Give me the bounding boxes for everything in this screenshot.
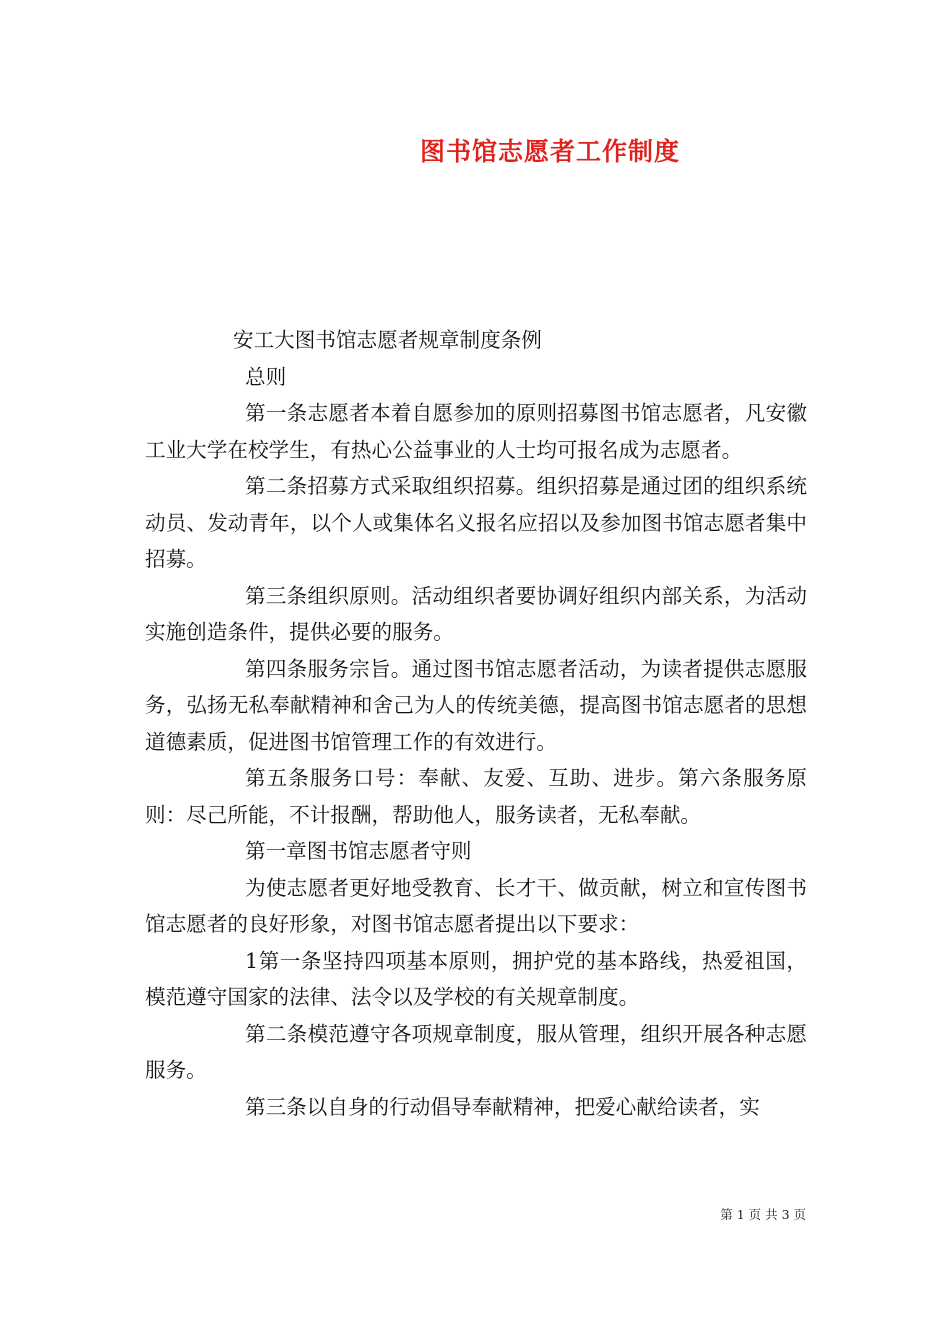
chapter-1-article-1: 1第一条坚持四项基本原则，拥护党的基本路线，热爱祖国，模范遵守国家的法律、法令以及学校的有关规章制度。 bbox=[145, 948, 807, 1009]
paragraph-article-3: 第三条组织原则。活动组织者要协调好组织内部关系，为活动实施创造条件，提供必要的服务。 bbox=[145, 583, 807, 644]
paragraph-article-5-6: 第五条服务口号：奉献、友爱、互助、进步。第六条服务原则：尽己所能，不计报酬，帮助他人，服务读者，无私奉献。 bbox=[145, 766, 807, 827]
paragraph-article-2: 第二条招募方式采取组织招募。组织招募是通过团的组织系统动员、发动青年，以个人或集体名义报名应招以及参加图书馆志愿者集中招募。 bbox=[145, 474, 807, 571]
chapter-1-heading: 第一章图书馆志愿者守则 bbox=[245, 839, 472, 863]
paragraph-article-4: 第四条服务宗旨。通过图书馆志愿者活动，为读者提供志愿服务，弘扬无私奉献精神和舍己为人的传统美德，提高图书馆志愿者的思想道德素质，促进图书馆管理工作的有效进行。 bbox=[145, 656, 807, 754]
document-subtitle: 安工大图书馆志愿者规章制度条例 bbox=[233, 328, 542, 352]
chapter-1-article-2: 第二条模范遵守各项规章制度，服从管理，组织开展各种志愿服务。 bbox=[145, 1021, 807, 1082]
document-title: 图书馆志愿者工作制度 bbox=[419, 137, 680, 166]
chapter-1-intro: 为使志愿者更好地受教育、长才干、做贡献，树立和宣传图书馆志愿者的良好形象，对图书馆志愿者提出以下要求： bbox=[145, 875, 807, 936]
page-number: 第 1 页 共 3 页 bbox=[720, 1207, 806, 1222]
document-body bbox=[145, 322, 807, 1125]
chapter-1-article-3: 第三条以自身的行动倡导奉献精神，把爱心献给读者，实 bbox=[245, 1094, 760, 1119]
paragraph-article-1: 第一条志愿者本着自愿参加的原则招募图书馆志愿者，凡安徽工业大学在校学生，有热心公益事业的人士均可报名成为志愿者。 bbox=[145, 401, 807, 462]
section-general-heading: 总则 bbox=[245, 364, 287, 389]
